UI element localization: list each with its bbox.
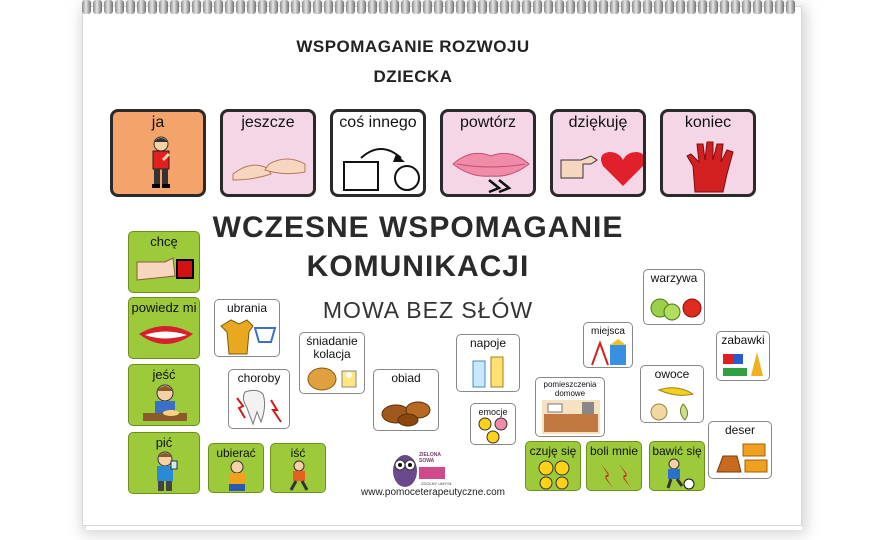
main-subtitle: MOWA BEZ SŁÓW — [322, 297, 534, 323]
header-line2: DZIECKA — [373, 67, 453, 86]
card-label: boli mnie — [589, 444, 639, 458]
card-label: ubierać — [216, 446, 256, 460]
card-label: koniec — [684, 114, 732, 131]
card-label: owoce — [654, 367, 690, 381]
header-line1: WSPOMAGANIE ROZWOJU — [296, 37, 530, 56]
dessert-icon — [715, 442, 769, 476]
child-walking-icon — [285, 460, 313, 492]
card-koniec[interactable] — [660, 109, 756, 197]
card-pic[interactable] — [128, 432, 200, 494]
dinner-food-icon — [378, 392, 436, 428]
card-cos-innego[interactable] — [330, 109, 426, 197]
card-label: powtórz — [459, 114, 517, 131]
child-playing-ball-icon — [660, 458, 696, 490]
card-jesc[interactable] — [128, 364, 200, 426]
card-chce[interactable] — [128, 231, 200, 293]
card-label: jeszcze — [241, 114, 295, 131]
card-label: pić — [155, 435, 173, 450]
card-powiedz-mi[interactable] — [128, 297, 200, 359]
card-label: jeść — [152, 367, 176, 382]
card-isc[interactable] — [270, 443, 326, 493]
lips-repeat-icon — [449, 142, 533, 194]
logo-text: ZIELONA SOWA — [419, 452, 441, 464]
card-zabawki[interactable] — [716, 331, 770, 381]
hand-heart-icon — [557, 142, 645, 192]
card-ubierac[interactable] — [208, 443, 264, 493]
card-bawic-sie[interactable] — [649, 441, 705, 491]
clothes-icon — [219, 318, 277, 356]
footer-url[interactable]: www.pomoceterapeutyczne.com — [361, 487, 505, 498]
card-ja[interactable] — [110, 109, 206, 197]
shapes-arrow-icon — [341, 140, 421, 194]
playground-icon — [588, 337, 630, 367]
card-label: dziękuję — [568, 114, 628, 131]
card-label: śniadanie kolacja — [306, 334, 358, 361]
emotions-icon — [477, 416, 511, 444]
boy-pointing-self-icon — [143, 136, 179, 192]
card-choroby[interactable] — [228, 369, 290, 429]
card-napoje[interactable] — [456, 334, 520, 392]
card-miejsca[interactable] — [583, 322, 633, 368]
card-label: ubrania — [226, 301, 268, 315]
card-owoce[interactable] — [640, 365, 704, 423]
card-label: deser — [724, 423, 756, 437]
card-sniadanie-kolacja[interactable] — [299, 332, 365, 394]
card-label: emocje — [478, 407, 508, 417]
vegetables-icon — [648, 290, 704, 324]
card-powtorz[interactable] — [440, 109, 536, 197]
hand-button-icon — [135, 252, 197, 290]
card-label: coś innego — [339, 114, 417, 131]
flipbook-page — [82, 6, 802, 526]
pain-lightning-icon — [597, 460, 633, 490]
card-obiad[interactable] — [373, 369, 439, 431]
main-title-line1: WCZESNE WSPOMAGANIE — [212, 211, 624, 244]
card-pomieszczenia-domowe[interactable] — [535, 377, 605, 437]
card-label: iść — [290, 446, 306, 460]
toys-icon — [721, 348, 767, 380]
child-dressing-icon — [223, 460, 251, 492]
kitchen-room-icon — [542, 400, 600, 434]
sick-tooth-icon — [233, 388, 287, 428]
card-boli-mnie[interactable] — [586, 441, 642, 491]
hands-more-icon — [231, 150, 307, 186]
card-ubrania[interactable] — [214, 299, 280, 357]
fruits-icon — [647, 384, 701, 422]
drinks-icon — [469, 353, 509, 391]
card-label: czuję się — [529, 444, 577, 458]
card-jeszcze[interactable] — [220, 109, 316, 197]
main-title-line2: KOMUNIKACJI — [306, 250, 530, 283]
card-label: ja — [151, 114, 165, 131]
child-drinking-icon — [149, 451, 183, 493]
card-label: zabawki — [721, 333, 765, 347]
card-dziekuje[interactable] — [550, 109, 646, 197]
card-label: pomieszczenia domowe — [543, 380, 597, 398]
bread-cup-icon — [306, 363, 362, 393]
card-label: obiad — [391, 371, 421, 385]
child-eating-icon — [141, 383, 189, 423]
card-warzywa[interactable] — [643, 269, 705, 325]
spiral-binding — [82, 0, 800, 14]
card-emocje[interactable] — [470, 403, 516, 445]
logo-subtext: ZDOLNY UMYSŁ — [421, 481, 453, 486]
mouth-icon — [137, 320, 195, 354]
card-label: warzywa — [650, 271, 698, 285]
card-label: bawić się — [652, 444, 702, 458]
card-czuje-sie[interactable] — [525, 441, 581, 491]
card-label: miejsca — [591, 326, 625, 337]
red-hand-stop-icon — [685, 140, 735, 194]
card-label: powiedz mi — [131, 300, 197, 315]
card-label: napoje — [469, 336, 507, 350]
card-label: chcę — [150, 234, 178, 249]
emotion-faces-icon — [536, 458, 572, 490]
card-deser[interactable] — [708, 421, 772, 479]
card-label: choroby — [237, 371, 281, 385]
